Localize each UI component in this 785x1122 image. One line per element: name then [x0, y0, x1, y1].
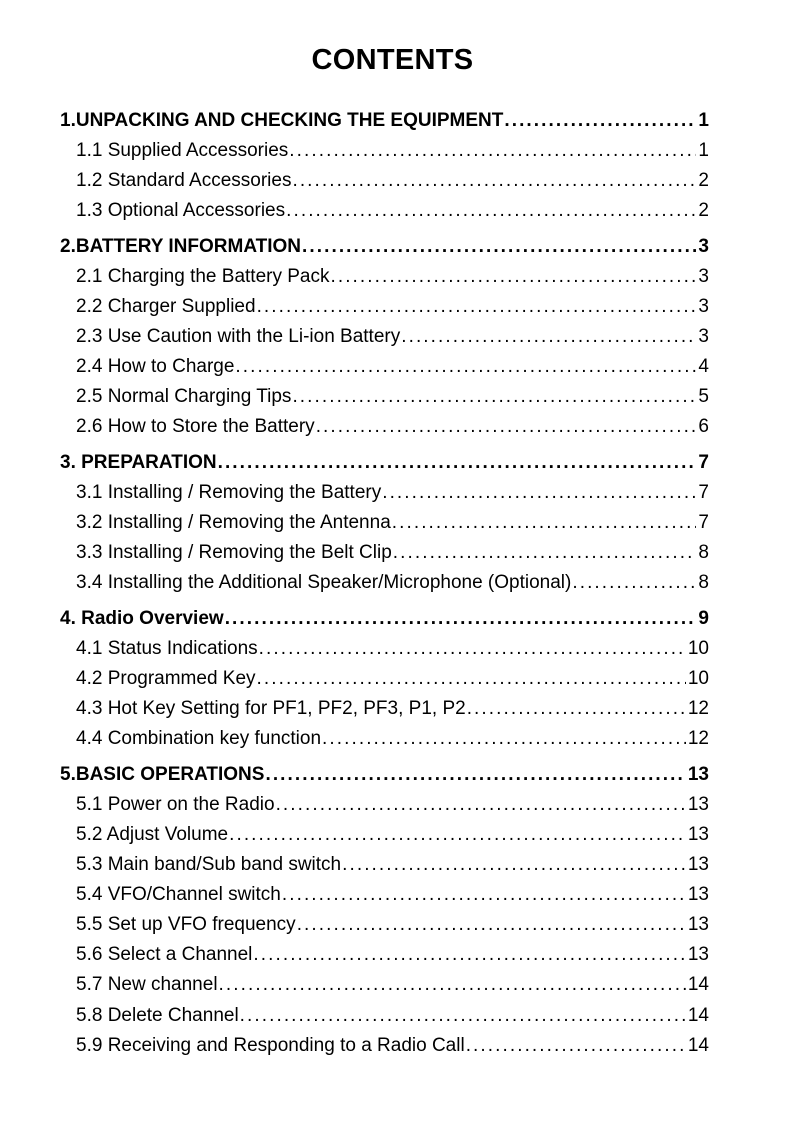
toc-item-5-6[interactable]: [76, 940, 709, 970]
toc-item-title: 2.1 Charging the Battery Pack: [76, 266, 330, 287]
toc-leader-dots: [292, 382, 696, 412]
toc-section-4[interactable]: [60, 604, 709, 634]
toc-item-title: 5.6 Select a Channel: [76, 944, 253, 965]
toc-page-number: 13: [687, 944, 709, 965]
toc-leader-dots: [572, 568, 696, 598]
toc-item-1-2[interactable]: [76, 166, 709, 196]
toc-page-number: 13: [687, 764, 709, 785]
toc-item-title: 2.4 How to Charge: [76, 356, 235, 377]
toc-item-4-3[interactable]: [76, 694, 709, 724]
toc-item-title: 5.3 Main band/Sub band switch: [76, 854, 342, 875]
toc-item-title: 5.8 Delete Channel: [76, 1005, 239, 1026]
toc-page-number: 3: [698, 266, 709, 287]
toc-page-number: 8: [698, 542, 709, 563]
toc-section-title: 2.BATTERY INFORMATION: [60, 236, 302, 257]
toc-item-title: 3.4 Installing the Additional Speaker/Microphone (Optional): [76, 572, 572, 593]
toc-page-number: 14: [687, 1035, 709, 1056]
toc-item-title: 4.4 Combination key function: [76, 728, 322, 749]
toc-page-number: 14: [687, 974, 709, 995]
toc-page-number: 13: [687, 884, 709, 905]
toc-page-number: 7: [698, 482, 709, 503]
toc-item-title: 5.2 Adjust Volume: [76, 824, 229, 845]
toc-page-number: 9: [698, 608, 709, 629]
toc-item-5-9[interactable]: [76, 1031, 709, 1061]
toc-item-3-3[interactable]: [76, 538, 709, 568]
toc-item-2-3[interactable]: [76, 322, 709, 352]
toc-leader-dots: [225, 604, 697, 634]
toc-item-title: 3.1 Installing / Removing the Battery: [76, 482, 382, 503]
toc-section-title: 3. PREPARATION: [60, 452, 217, 473]
toc-section-5[interactable]: [60, 760, 709, 790]
toc-leader-dots: [240, 1001, 686, 1031]
toc-section-1[interactable]: [60, 106, 709, 136]
toc-item-title: 1.1 Supplied Accessories: [76, 140, 289, 161]
toc-leader-dots: [302, 232, 696, 262]
toc-item-5-1[interactable]: [76, 790, 709, 820]
toc-leader-dots: [257, 664, 686, 694]
toc-item-4-2[interactable]: [76, 664, 709, 694]
toc-item-5-4[interactable]: [76, 880, 709, 910]
toc-page-number: 6: [698, 416, 709, 437]
toc-page-number: 13: [687, 824, 709, 845]
toc-item-5-7[interactable]: [76, 970, 709, 1000]
toc-item-title: 5.1 Power on the Radio: [76, 794, 275, 815]
toc-leader-dots: [218, 448, 697, 478]
toc-leader-dots: [316, 412, 697, 442]
toc-item-5-8[interactable]: [76, 1001, 709, 1031]
toc-section-2[interactable]: [60, 232, 709, 262]
toc-leader-dots: [235, 352, 696, 382]
toc-leader-dots: [253, 940, 685, 970]
toc-leader-dots: [229, 820, 686, 850]
toc-page-number: 7: [698, 452, 709, 473]
toc-item-1-3[interactable]: [76, 196, 709, 226]
toc-leader-dots: [257, 292, 697, 322]
toc-page-number: 1: [698, 140, 709, 161]
toc-item-1-1[interactable]: [76, 136, 709, 166]
toc-leader-dots: [297, 910, 686, 940]
toc-leader-dots: [282, 880, 686, 910]
toc-page-number: 3: [698, 236, 709, 257]
toc-page-number: 12: [687, 698, 709, 719]
toc-leader-dots: [392, 508, 697, 538]
toc-page-number: 13: [687, 914, 709, 935]
toc-page-number: 10: [687, 668, 709, 689]
toc-item-5-2[interactable]: [76, 820, 709, 850]
toc-leader-dots: [259, 634, 686, 664]
toc-item-title: 5.7 New channel: [76, 974, 218, 995]
toc-item-title: 5.4 VFO/Channel switch: [76, 884, 281, 905]
toc-item-title: 1.3 Optional Accessories: [76, 200, 286, 221]
toc-item-5-5[interactable]: [76, 910, 709, 940]
toc-leader-dots: [382, 478, 696, 508]
toc-leader-dots: [265, 760, 685, 790]
toc-leader-dots: [466, 1031, 686, 1061]
toc-item-title: 4.1 Status Indications: [76, 638, 258, 659]
toc-leader-dots: [393, 538, 697, 568]
toc-page-number: 10: [687, 638, 709, 659]
toc-item-title: 5.9 Receiving and Responding to a Radio Call: [76, 1035, 465, 1056]
toc-page-number: 4: [698, 356, 709, 377]
toc-section-3[interactable]: [60, 448, 709, 478]
toc-page-number: 13: [687, 854, 709, 875]
toc-leader-dots: [322, 724, 686, 754]
toc-page-number: 14: [687, 1005, 709, 1026]
toc-leader-dots: [401, 322, 696, 352]
toc-section-title: 5.BASIC OPERATIONS: [60, 764, 265, 785]
toc-page-number: 5: [698, 386, 709, 407]
toc-page-number: 3: [698, 326, 709, 347]
toc-item-title: 3.2 Installing / Removing the Antenna: [76, 512, 391, 533]
page-title: CONTENTS: [311, 44, 474, 76]
toc-item-2-6[interactable]: [76, 412, 709, 442]
toc-section-title: 4. Radio Overview: [60, 608, 224, 629]
toc-section-title: 1.UNPACKING AND CHECKING THE EQUIPMENT: [60, 110, 504, 131]
toc-leader-dots: [504, 106, 696, 136]
toc-item-3-4[interactable]: [76, 568, 709, 598]
toc-item-title: 2.5 Normal Charging Tips: [76, 386, 292, 407]
toc-page-number: 3: [698, 296, 709, 317]
toc-item-3-1[interactable]: [76, 478, 709, 508]
toc-item-title: 2.6 How to Store the Battery: [76, 416, 315, 437]
toc-item-4-1[interactable]: [76, 634, 709, 664]
toc-leader-dots: [289, 136, 696, 166]
toc-item-title: 2.3 Use Caution with the Li-ion Battery: [76, 326, 401, 347]
toc-leader-dots: [219, 970, 686, 1000]
toc-item-2-5[interactable]: [76, 382, 709, 412]
toc-page-number: 7: [698, 512, 709, 533]
toc-item-2-2[interactable]: [76, 292, 709, 322]
toc-item-title: 2.2 Charger Supplied: [76, 296, 256, 317]
toc-item-title: 3.3 Installing / Removing the Belt Clip: [76, 542, 392, 563]
toc-page-number: 2: [698, 200, 709, 221]
toc-item-title: 4.3 Hot Key Setting for PF1, PF2, PF3, P1, P2: [76, 698, 466, 719]
toc-item-5-3[interactable]: [76, 850, 709, 880]
toc-item-2-1[interactable]: [76, 262, 709, 292]
toc-leader-dots: [276, 790, 686, 820]
toc-item-title: 5.5 Set up VFO frequency: [76, 914, 296, 935]
toc-leader-dots: [342, 850, 686, 880]
toc-page-number: 1: [698, 110, 709, 131]
toc-item-title: 4.2 Programmed Key: [76, 668, 256, 689]
toc-leader-dots: [330, 262, 696, 292]
toc-leader-dots: [286, 196, 696, 226]
toc-leader-dots: [292, 166, 696, 196]
toc-page-number: 13: [687, 794, 709, 815]
toc-page-number: 12: [687, 728, 709, 749]
toc-page-number: 2: [698, 170, 709, 191]
toc-leader-dots: [467, 694, 686, 724]
toc-item-title: 1.2 Standard Accessories: [76, 170, 292, 191]
toc-item-3-2[interactable]: [76, 508, 709, 538]
toc-item-4-4[interactable]: [76, 724, 709, 754]
toc-item-2-4[interactable]: [76, 352, 709, 382]
toc-page-number: 8: [698, 572, 709, 593]
